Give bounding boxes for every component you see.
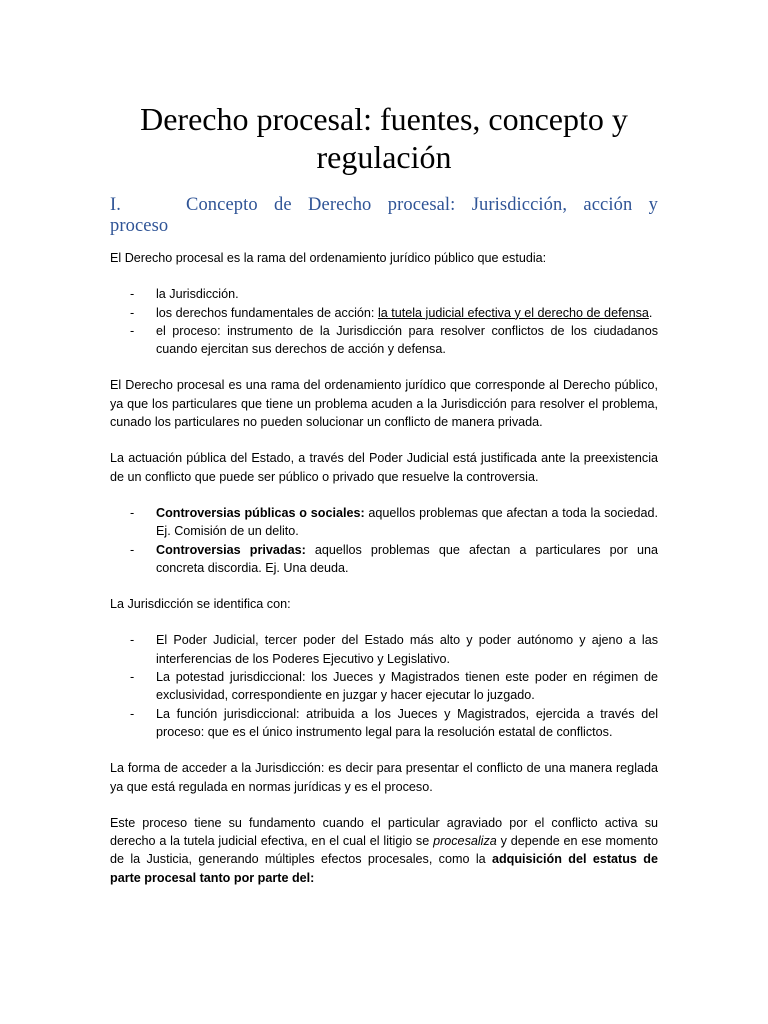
paragraph: El Derecho procesal es una rama del ordenamiento jurídico que corresponde al Derecho público, ya que los particulares que tiene un problema acuden a la Jurisdicción para resolver el problema, cunado los particulares no pueden solucionar un conflicto de manera privada. — [110, 378, 658, 430]
section-number: I. — [110, 195, 121, 215]
list-jurisdiction — [110, 631, 658, 741]
section-heading — [110, 195, 658, 237]
list-item: - El Poder Judicial, tercer poder del Estado más alto y poder autónomo y ajeno a las interferencias de los Poderes Ejecutivo y Legislativo. — [130, 633, 658, 666]
list-item: - Controversias privadas: aquellos problemas que afectan a particulares por una concreta discordia. Ej. Una deuda. — [130, 542, 658, 575]
paragraph: La Jurisdicción se identifica con: — [110, 597, 291, 612]
paragraph: La actuación pública del Estado, a través del Poder Judicial está justificada ante la preexistencia de un conflicto que puede ser público o privado que resuelve la controversia. — [110, 451, 658, 484]
paragraph: La forma de acceder a la Jurisdicción: es decir para presentar el conflicto de una manera reglada ya que está regulada en normas jurídicas y es el proceso. — [110, 761, 659, 794]
section-heading-continuation: proceso — [110, 216, 169, 236]
section-heading-text: Concepto de Derecho procesal: Jurisdicción, acción y — [186, 195, 658, 215]
paragraph: Este proceso tiene su fundamento cuando el particular agraviado por el conflicto activa su derecho a la tutela judicial efectiva, en el cual el litigio se procesaliza y depende en ese momento de la Justicia, generando múltiples efectos procesales, como la adquisición del estatus de parte procesal tanto por parte del: — [110, 815, 658, 885]
intro-paragraph: El Derecho procesal es la rama del ordenamiento jurídico público que estudia: — [110, 251, 547, 265]
list-item: - La función jurisdiccional: atribuida a los Jueces y Magistrados, ejercida a través del proceso: que es el único instrumento legal para la resolución estatal de conflictos. — [130, 706, 658, 739]
list-item: - Controversias públicas o sociales: aquellos problemas que afectan a toda la sociedad. Ej. Comisión de un delito. — [130, 505, 658, 539]
list-controversies — [110, 504, 658, 577]
list-item: - la Jurisdicción. — [130, 287, 239, 302]
list-item: - los derechos fundamentales de acción: la tutela judicial efectiva y el derecho de defensa. — [130, 305, 653, 320]
list-study-topics — [110, 285, 658, 358]
document-title: Derecho procesal: fuentes, concepto y regulación — [140, 101, 628, 175]
list-item: - La potestad jurisdiccional: los Jueces y Magistrados tienen este poder en régimen de exclusividad, correspondiente en juzgar y hacer ejecutar lo juzgado. — [130, 670, 658, 703]
document-body — [110, 100, 658, 887]
list-item: - el proceso: instrumento de la Jurisdicción para resolver conflictos de los ciudadanos cuando ejercitan sus derechos de acción y defensa. — [130, 323, 658, 357]
